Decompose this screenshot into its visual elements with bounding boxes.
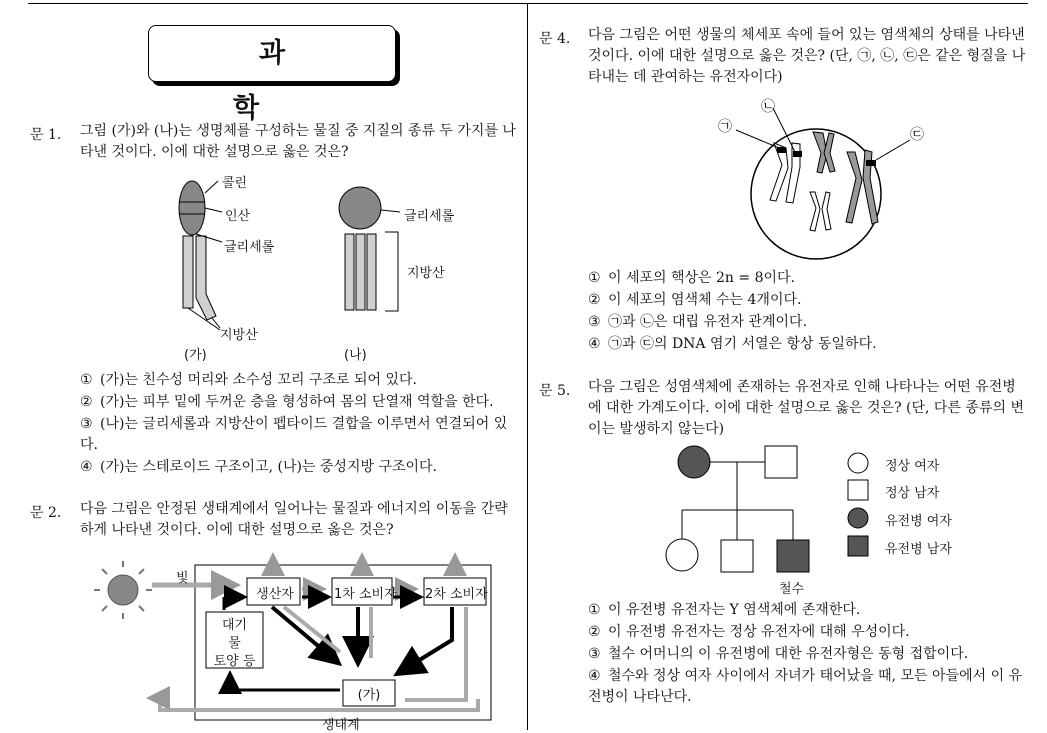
child-normal-female [666, 539, 698, 571]
label-soil: 토양 등 [213, 654, 256, 669]
legend-affected-male-icon [848, 536, 868, 556]
q2-text: 다음 그림은 안정된 생태계에서 일어나는 물질과 에너지의 이동을 간략하게 나타낸 것이다. 이에 대한 설명으로 옳은 것은? [80, 501, 508, 538]
legend-affected-female-icon [848, 508, 868, 528]
q5-option-2[interactable]: ② 이 유전병 유전자는 정상 유전자에 대해 우성이다. [588, 624, 910, 640]
cheolsu-affected-male [777, 540, 809, 572]
label-gene-g2: ㉡ [761, 99, 775, 115]
q2-number: 문 2. [30, 505, 62, 521]
caption-na: (나) [344, 348, 367, 363]
label-producer: 생산자 [256, 587, 294, 602]
q4-text: 다음 그림은 어떤 생물의 체세포 속에 들어 있는 염색체의 상태를 나타낸 것이다. 이에 대한 설명으로 옳은 것은? (단, ㉠, ㉡, ㉢은 같은 형질을 나타내는 데 관여하는 유전자이다) [588, 27, 1026, 85]
q1-number: 문 1. [30, 127, 62, 143]
q4-option-3[interactable]: ③ ㉠과 ㉡은 대립 유전자 관계이다. [588, 314, 808, 330]
legend-normal-male-icon [848, 480, 868, 500]
child-name-label: 철수 [779, 582, 805, 597]
label-gene-g3: ㉢ [910, 127, 924, 143]
q1-text: 그림 (가)와 (나)는 생명체를 구성하는 물질 중 지질의 종류 두 가지를 나타낸 것이다. 이에 대한 설명으로 옳은 것은? [80, 123, 516, 160]
label-gene-g1: ㉠ [718, 119, 732, 135]
q1-option-3[interactable]: ③ (나)는 글리세롤과 지방산이 펩타이드 결합을 이루면서 연결되어 있다. [80, 416, 508, 453]
q5-option-1[interactable]: ① 이 유전병 유전자는 Y 염색체에 존재한다. [588, 602, 861, 618]
q5-option-4[interactable]: ④ 철수와 정상 여자 사이에서 자녀가 태어났을 때, 모든 아들에서 이 유전병이 나타난다. [588, 668, 1023, 705]
label-consumer2: 2차 소비자 [425, 587, 488, 602]
q1-option-1[interactable]: ① (가)는 친수성 머리와 소수성 꼬리 구조로 되어 있다. [80, 372, 418, 388]
label-air: 대기 [221, 618, 248, 633]
legend-affected-female: 유전병 여자 [885, 514, 952, 529]
label-consumer1: 1차 소비자 [334, 587, 397, 602]
mother-affected-female [678, 446, 710, 478]
q1-option-2[interactable]: ② (가)는 피부 밑에 두꺼운 층을 형성하여 몸의 단열재 역할을 한다. [80, 394, 494, 410]
label-ga: (가) [357, 688, 381, 703]
label-glycerol-b: 글리세롤 [404, 209, 455, 224]
label-phosphate: 인산 [225, 209, 251, 224]
q4-option-1[interactable]: ① 이 세포의 핵상은 2n = 8이다. [588, 270, 795, 286]
child-normal-male [721, 540, 753, 572]
label-light: 빛 [176, 571, 189, 586]
caption-ga: (가) [184, 348, 207, 363]
label-glycerol-a: 글리세롤 [224, 240, 275, 255]
q4-number: 문 4. [539, 31, 571, 47]
label-choline: 콜린 [222, 176, 248, 191]
q1-option-4[interactable]: ④ (가)는 스테로이드 구조이고, (나)는 중성지방 구조이다. [80, 459, 438, 475]
label-fatty-acid-a: 지방산 [220, 328, 258, 343]
legend-affected-male: 유전병 남자 [885, 542, 952, 557]
subject-title: 과 학 [232, 38, 338, 124]
label-ecosystem: 생태계 [322, 718, 360, 733]
father-normal-male [765, 446, 797, 478]
q5-number: 문 5. [539, 383, 571, 399]
q4-option-4[interactable]: ④ ㉠과 ㉢의 DNA 염기 서열은 항상 동일하다. [588, 336, 877, 352]
legend-normal-female-icon [848, 453, 868, 473]
q4-option-2[interactable]: ② 이 세포의 염색체 수는 4개이다. [588, 292, 802, 308]
q5-option-3[interactable]: ③ 철수 어머니의 이 유전병에 대한 유전자형은 동형 접합이다. [588, 646, 969, 662]
label-fatty-acid-b: 지방산 [407, 266, 445, 281]
legend-normal-male: 정상 남자 [885, 486, 940, 501]
legend-normal-female: 정상 여자 [885, 459, 940, 474]
q5-text: 다음 그림은 성염색체에 존재하는 유전자로 인해 나타나는 어떤 유전병에 대한 가계도이다. 이에 대한 설명으로 옳은 것은? (단, 다른 종류의 변이는 발생하지 않는다) [588, 379, 1024, 437]
label-water: 물 [228, 636, 241, 651]
